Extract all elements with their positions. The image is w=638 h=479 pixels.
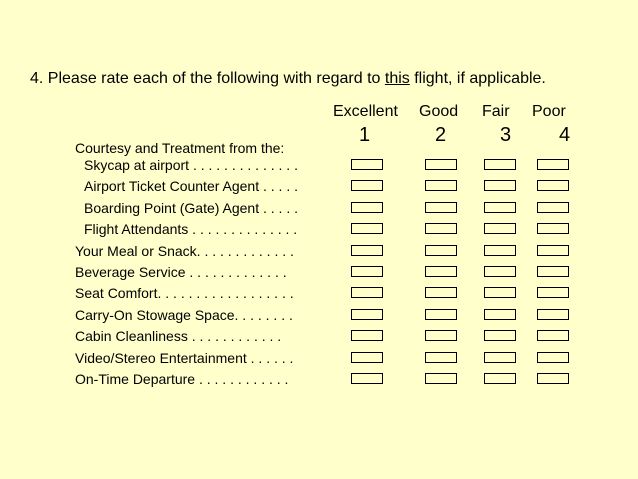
- rating-checkbox-1[interactable]: [351, 245, 383, 256]
- section-title: Courtesy and Treatment from the:: [75, 140, 285, 156]
- rating-item-label: Carry-On Stowage Space. . . . . . . .: [75, 306, 293, 323]
- rating-item-label: Video/Stereo Entertainment . . . . . .: [75, 349, 294, 366]
- rating-checkbox-3[interactable]: [484, 245, 516, 256]
- rating-checkbox-2[interactable]: [425, 373, 457, 384]
- rating-checkbox-3[interactable]: [484, 352, 516, 363]
- rating-checkbox-2[interactable]: [425, 223, 457, 234]
- rating-item-label: Airport Ticket Counter Agent . . . . .: [84, 178, 298, 195]
- scale-label-good: Good: [419, 103, 459, 120]
- rating-checkbox-3[interactable]: [484, 180, 516, 191]
- rating-checkbox-4[interactable]: [537, 309, 569, 320]
- rating-item-label: Skycap at airport . . . . . . . . . . . . . .: [84, 157, 298, 173]
- rating-item-label: Beverage Service . . . . . . . . . . . . .: [75, 264, 287, 280]
- scale-label-fair: Fair: [482, 103, 510, 120]
- rating-checkbox-2[interactable]: [425, 159, 457, 170]
- rating-checkbox-1[interactable]: [351, 309, 383, 320]
- scale-number-4: 4: [559, 124, 571, 146]
- rating-checkbox-1[interactable]: [351, 352, 383, 363]
- rating-checkbox-2[interactable]: [425, 352, 457, 363]
- rating-checkbox-4[interactable]: [537, 352, 569, 363]
- rating-checkbox-2[interactable]: [425, 266, 457, 277]
- rating-checkbox-3[interactable]: [484, 223, 516, 234]
- scale-number-2: 2: [435, 124, 447, 146]
- rating-checkbox-4[interactable]: [537, 245, 569, 256]
- rating-checkbox-1[interactable]: [351, 223, 383, 234]
- question-text-after: flight, if applicable.: [409, 70, 546, 87]
- rating-checkbox-1[interactable]: [351, 159, 383, 170]
- rating-checkbox-1[interactable]: [351, 373, 383, 384]
- rating-checkbox-2[interactable]: [425, 309, 457, 320]
- rating-checkbox-4[interactable]: [537, 266, 569, 277]
- rating-checkbox-3[interactable]: [484, 287, 516, 298]
- rating-item-label: On-Time Departure . . . . . . . . . . . .: [75, 371, 289, 387]
- rating-checkbox-4[interactable]: [537, 159, 569, 170]
- scale-number-3: 3: [500, 124, 512, 146]
- rating-checkbox-1[interactable]: [351, 180, 383, 191]
- rating-checkbox-1[interactable]: [351, 266, 383, 277]
- rating-checkbox-3[interactable]: [484, 202, 516, 213]
- rating-checkbox-4[interactable]: [537, 223, 569, 234]
- rating-checkbox-4[interactable]: [537, 287, 569, 298]
- rating-checkbox-2[interactable]: [425, 287, 457, 298]
- question-text: [30, 70, 546, 88]
- rating-checkbox-1[interactable]: [351, 287, 383, 298]
- rating-item-label: Flight Attendants . . . . . . . . . . . . . .: [84, 221, 298, 238]
- question-text-before: 4. Please rate each of the following with regard to: [30, 70, 385, 87]
- rating-checkbox-2[interactable]: [425, 245, 457, 256]
- rating-item-label: Your Meal or Snack. . . . . . . . . . . . .: [75, 242, 294, 259]
- rating-checkbox-3[interactable]: [484, 373, 516, 384]
- rating-checkbox-2[interactable]: [425, 180, 457, 191]
- rating-checkbox-2[interactable]: [425, 202, 457, 213]
- rating-checkbox-3[interactable]: [484, 159, 516, 170]
- rating-checkbox-3[interactable]: [484, 266, 516, 277]
- rating-checkbox-1[interactable]: [351, 330, 383, 341]
- rating-checkbox-4[interactable]: [537, 373, 569, 384]
- question-emphasis: this: [384, 70, 410, 87]
- rating-checkbox-3[interactable]: [484, 309, 516, 320]
- rating-checkbox-4[interactable]: [537, 202, 569, 213]
- rating-checkbox-2[interactable]: [425, 330, 457, 341]
- rating-item-label: Boarding Point (Gate) Agent . . . . .: [84, 199, 299, 216]
- rating-item-label: Seat Comfort. . . . . . . . . . . . . . . . . .: [75, 285, 294, 302]
- rating-item-label: Cabin Cleanliness . . . . . . . . . . . .: [75, 328, 282, 345]
- rating-checkbox-4[interactable]: [537, 180, 569, 191]
- rating-checkbox-4[interactable]: [537, 330, 569, 341]
- scale-number-1: 1: [359, 124, 371, 146]
- scale-label-excellent: Excellent: [333, 103, 398, 120]
- scale-label-poor: Poor: [532, 103, 566, 120]
- rating-checkbox-3[interactable]: [484, 330, 516, 341]
- rating-checkbox-1[interactable]: [351, 202, 383, 213]
